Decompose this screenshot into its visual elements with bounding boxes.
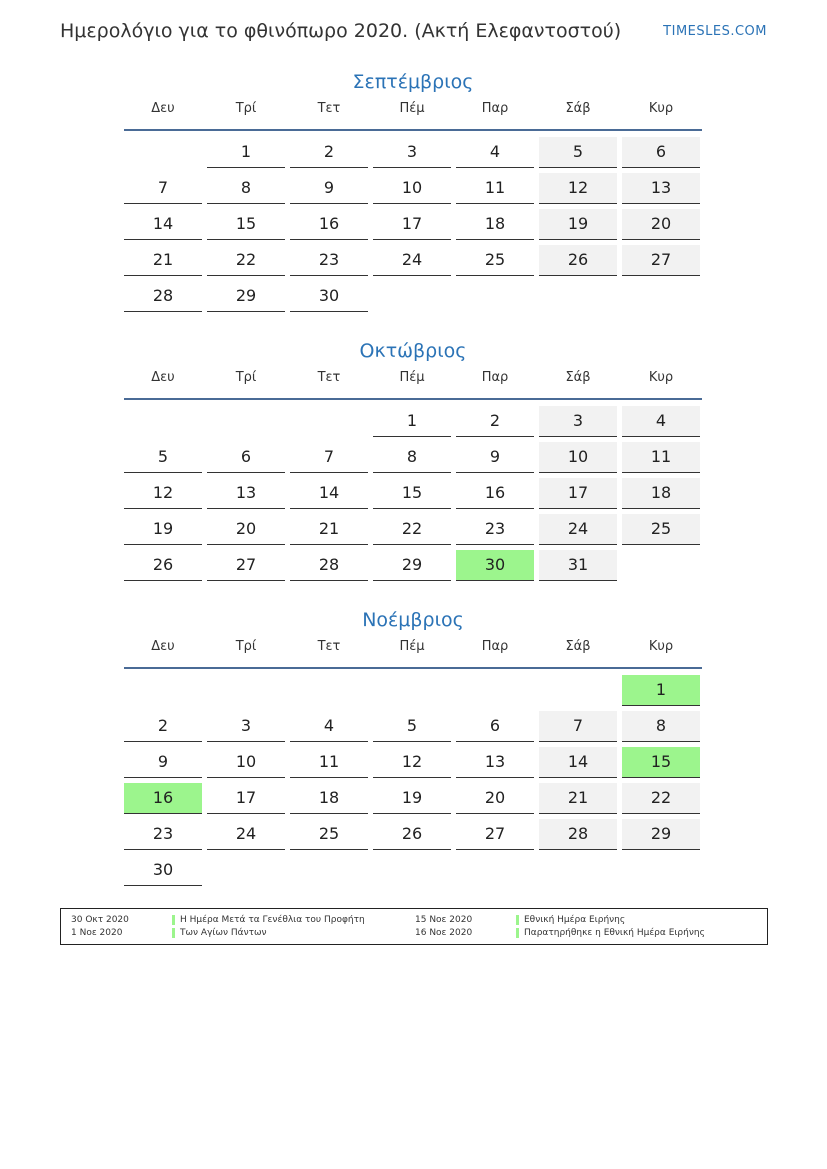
day-cell: 1 — [207, 137, 285, 168]
day-cell: 23 — [124, 819, 202, 850]
day-cell: 8 — [207, 173, 285, 204]
day-cell: 17 — [373, 209, 451, 240]
day-cell: 24 — [539, 514, 617, 545]
day-cell: 26 — [539, 245, 617, 276]
weekday-label: Σάβ — [565, 370, 591, 385]
day-cell: 8 — [373, 442, 451, 473]
day-cell: 25 — [622, 514, 700, 545]
day-cell: 20 — [622, 209, 700, 240]
day-cell: 7 — [539, 711, 617, 742]
day-cell: 30 — [456, 550, 534, 581]
day-cell: 21 — [539, 783, 617, 814]
day-cell: 20 — [456, 783, 534, 814]
day-cell: 17 — [539, 478, 617, 509]
days-grid — [124, 675, 702, 886]
day-cell: 27 — [207, 550, 285, 581]
day-cell: 1 — [622, 675, 700, 706]
day-cell: 25 — [456, 245, 534, 276]
day-cell: 20 — [207, 514, 285, 545]
day-cell: 4 — [290, 711, 368, 742]
day-cell: 26 — [373, 819, 451, 850]
day-cell: 24 — [373, 245, 451, 276]
day-cell: 31 — [539, 550, 617, 581]
day-cell: 22 — [622, 783, 700, 814]
legend-date: 30 Οκτ 2020 — [71, 915, 129, 925]
legend-holiday-name: Των Αγίων Πάντων — [180, 928, 267, 938]
day-cell: 12 — [373, 747, 451, 778]
day-cell: 16 — [124, 783, 202, 814]
day-cell: 17 — [207, 783, 285, 814]
day-cell: 28 — [539, 819, 617, 850]
month-title: Νοέμβριος — [362, 609, 464, 631]
weekday-label: Κυρ — [648, 370, 674, 385]
day-cell: 7 — [290, 442, 368, 473]
day-cell: 10 — [373, 173, 451, 204]
weekday-label: Σάβ — [565, 101, 591, 116]
holiday-color-marker — [516, 928, 519, 938]
weekday-label: Τρί — [235, 370, 257, 385]
holiday-legend — [60, 908, 768, 945]
day-cell: 13 — [622, 173, 700, 204]
day-cell: 15 — [207, 209, 285, 240]
day-cell: 6 — [456, 711, 534, 742]
day-cell: 9 — [456, 442, 534, 473]
day-cell: 13 — [456, 747, 534, 778]
days-grid — [124, 406, 702, 581]
weekday-label: Κυρ — [648, 639, 674, 654]
day-cell: 2 — [290, 137, 368, 168]
day-cell: 5 — [124, 442, 202, 473]
weekday-label: Πέμ — [399, 101, 425, 116]
day-cell: 5 — [373, 711, 451, 742]
day-cell: 29 — [622, 819, 700, 850]
day-cell: 21 — [124, 245, 202, 276]
legend-holiday-name: Η Ημέρα Μετά τα Γενέθλια του Προφήτη — [180, 915, 365, 925]
day-cell: 12 — [539, 173, 617, 204]
day-cell: 12 — [124, 478, 202, 509]
day-cell: 4 — [622, 406, 700, 437]
month-november — [124, 606, 702, 886]
holiday-color-marker — [172, 915, 175, 925]
month-title: Σεπτέμβριος — [352, 71, 474, 93]
day-cell: 24 — [207, 819, 285, 850]
day-cell: 25 — [290, 819, 368, 850]
day-cell: 18 — [456, 209, 534, 240]
day-cell: 6 — [622, 137, 700, 168]
day-cell: 7 — [124, 173, 202, 204]
day-cell: 11 — [622, 442, 700, 473]
page-title: Ημερολόγιο για το φθινόπωρο 2020. (Ακτή Ελεφαντοστού) — [60, 20, 622, 42]
weekday-header — [124, 639, 702, 669]
day-cell: 6 — [207, 442, 285, 473]
day-cell: 10 — [207, 747, 285, 778]
weekday-label: Δευ — [151, 370, 175, 385]
day-cell: 23 — [456, 514, 534, 545]
day-cell: 30 — [124, 855, 202, 886]
day-cell: 21 — [290, 514, 368, 545]
days-grid — [124, 137, 702, 312]
day-cell: 15 — [622, 747, 700, 778]
weekday-header — [124, 370, 702, 400]
day-cell: 19 — [373, 783, 451, 814]
legend-date: 16 Νοε 2020 — [415, 928, 473, 938]
day-cell: 16 — [290, 209, 368, 240]
day-cell: 26 — [124, 550, 202, 581]
day-cell: 29 — [207, 281, 285, 312]
day-cell: 11 — [456, 173, 534, 204]
day-cell: 3 — [539, 406, 617, 437]
weekday-label: Παρ — [481, 370, 509, 385]
day-cell: 14 — [124, 209, 202, 240]
legend-date: 15 Νοε 2020 — [415, 915, 473, 925]
day-cell: 28 — [124, 281, 202, 312]
weekday-header — [124, 101, 702, 131]
weekday-label: Σάβ — [565, 639, 591, 654]
day-cell: 22 — [207, 245, 285, 276]
day-cell: 4 — [456, 137, 534, 168]
month-october — [124, 337, 702, 581]
legend-holiday-name: Εθνική Ημέρα Ειρήνης — [524, 915, 626, 925]
day-cell: 29 — [373, 550, 451, 581]
day-cell: 18 — [290, 783, 368, 814]
day-cell: 18 — [622, 478, 700, 509]
weekday-label: Τρί — [235, 639, 257, 654]
weekday-label: Δευ — [151, 101, 175, 116]
weekday-label: Τετ — [317, 101, 341, 116]
day-cell: 10 — [539, 442, 617, 473]
holiday-color-marker — [516, 915, 519, 925]
month-title: Οκτώβριος — [359, 340, 467, 362]
brand-logo-text[interactable]: TIMESLES.COM — [663, 24, 767, 39]
weekday-label: Πέμ — [399, 370, 425, 385]
day-cell: 15 — [373, 478, 451, 509]
day-cell: 9 — [290, 173, 368, 204]
day-cell: 16 — [456, 478, 534, 509]
legend-date: 1 Νοε 2020 — [71, 928, 123, 938]
weekday-label: Παρ — [481, 101, 509, 116]
day-cell: 28 — [290, 550, 368, 581]
holiday-color-marker — [172, 928, 175, 938]
day-cell: 19 — [539, 209, 617, 240]
day-cell: 27 — [456, 819, 534, 850]
day-cell: 14 — [539, 747, 617, 778]
weekday-label: Τρί — [235, 101, 257, 116]
day-cell: 23 — [290, 245, 368, 276]
weekday-label: Κυρ — [648, 101, 674, 116]
day-cell: 13 — [207, 478, 285, 509]
day-cell: 30 — [290, 281, 368, 312]
day-cell: 22 — [373, 514, 451, 545]
day-cell: 2 — [456, 406, 534, 437]
weekday-label: Τετ — [317, 370, 341, 385]
day-cell: 2 — [124, 711, 202, 742]
month-september — [124, 68, 702, 312]
day-cell: 5 — [539, 137, 617, 168]
day-cell: 8 — [622, 711, 700, 742]
weekday-label: Δευ — [151, 639, 175, 654]
legend-holiday-name: Παρατηρήθηκε η Εθνική Ημέρα Ειρήνης — [524, 928, 705, 938]
day-cell: 3 — [373, 137, 451, 168]
day-cell: 1 — [373, 406, 451, 437]
weekday-label: Πέμ — [399, 639, 425, 654]
day-cell: 27 — [622, 245, 700, 276]
day-cell: 3 — [207, 711, 285, 742]
weekday-label: Παρ — [481, 639, 509, 654]
day-cell: 9 — [124, 747, 202, 778]
day-cell: 19 — [124, 514, 202, 545]
day-cell: 11 — [290, 747, 368, 778]
day-cell: 14 — [290, 478, 368, 509]
weekday-label: Τετ — [317, 639, 341, 654]
